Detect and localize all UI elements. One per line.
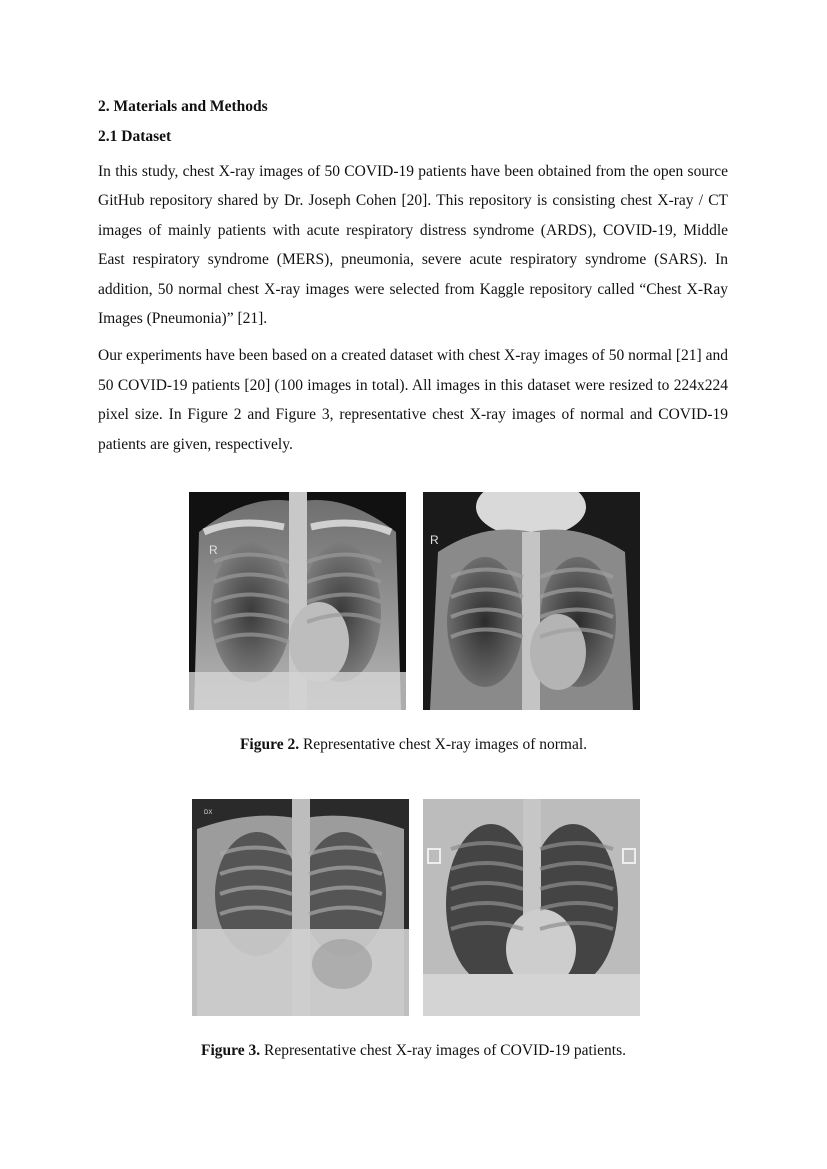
figure-3-caption-text: Representative chest X-ray images of COVID-19 patients.: [260, 1042, 626, 1059]
paragraph-1: In this study, chest X-ray images of 50 COVID-19 patients have been obtained from the open source GitHub repository shared by Dr. Joseph Cohen [20]. This repository is consisting chest X-ray / CT images of mainly patients with acute respiratory distress syndrome (ARDS), COVID-19, Middle East respiratory syndrome (MERS), pneumonia, severe acute respiratory syndrome (SARS). In addition, 50 normal chest X-ray images were selected from Kaggle repository called “Chest X-Ray Images (Pneumonia)” [21].: [98, 163, 728, 328]
xray-marker: R: [209, 543, 218, 557]
figure-2-caption-text: Representative chest X-ray images of normal.: [299, 736, 588, 753]
xray-image-normal-1: [189, 492, 406, 710]
figure-2-label: Figure 2.: [239, 736, 300, 753]
figure-3-label: Figure 3.: [201, 1042, 261, 1059]
section-title: 2. Materials and Methods: [98, 98, 268, 115]
xray-image-covid-2: [423, 799, 640, 1016]
xray-image-covid-1: [192, 799, 409, 1016]
paragraph-2: Our experiments have been based on a created dataset with chest X-ray images of 50 normal [21] and 50 COVID-19 patients [20] (100 images in total). All images in this dataset were resized to 224x224 pixel size. In Figure 2 and Figure 3, representative chest X-ray images of normal and COVID-19 patients are given, respectively.: [98, 347, 728, 453]
xray-marker: DX: [204, 810, 213, 816]
figure-3-caption: [0, 1040, 827, 1062]
subsection-title: 2.1 Dataset: [98, 128, 172, 145]
figure-2-caption: [0, 734, 827, 756]
document-body: [98, 96, 728, 467]
xray-marker: R: [430, 533, 439, 547]
xray-image-normal-2: [423, 492, 640, 710]
